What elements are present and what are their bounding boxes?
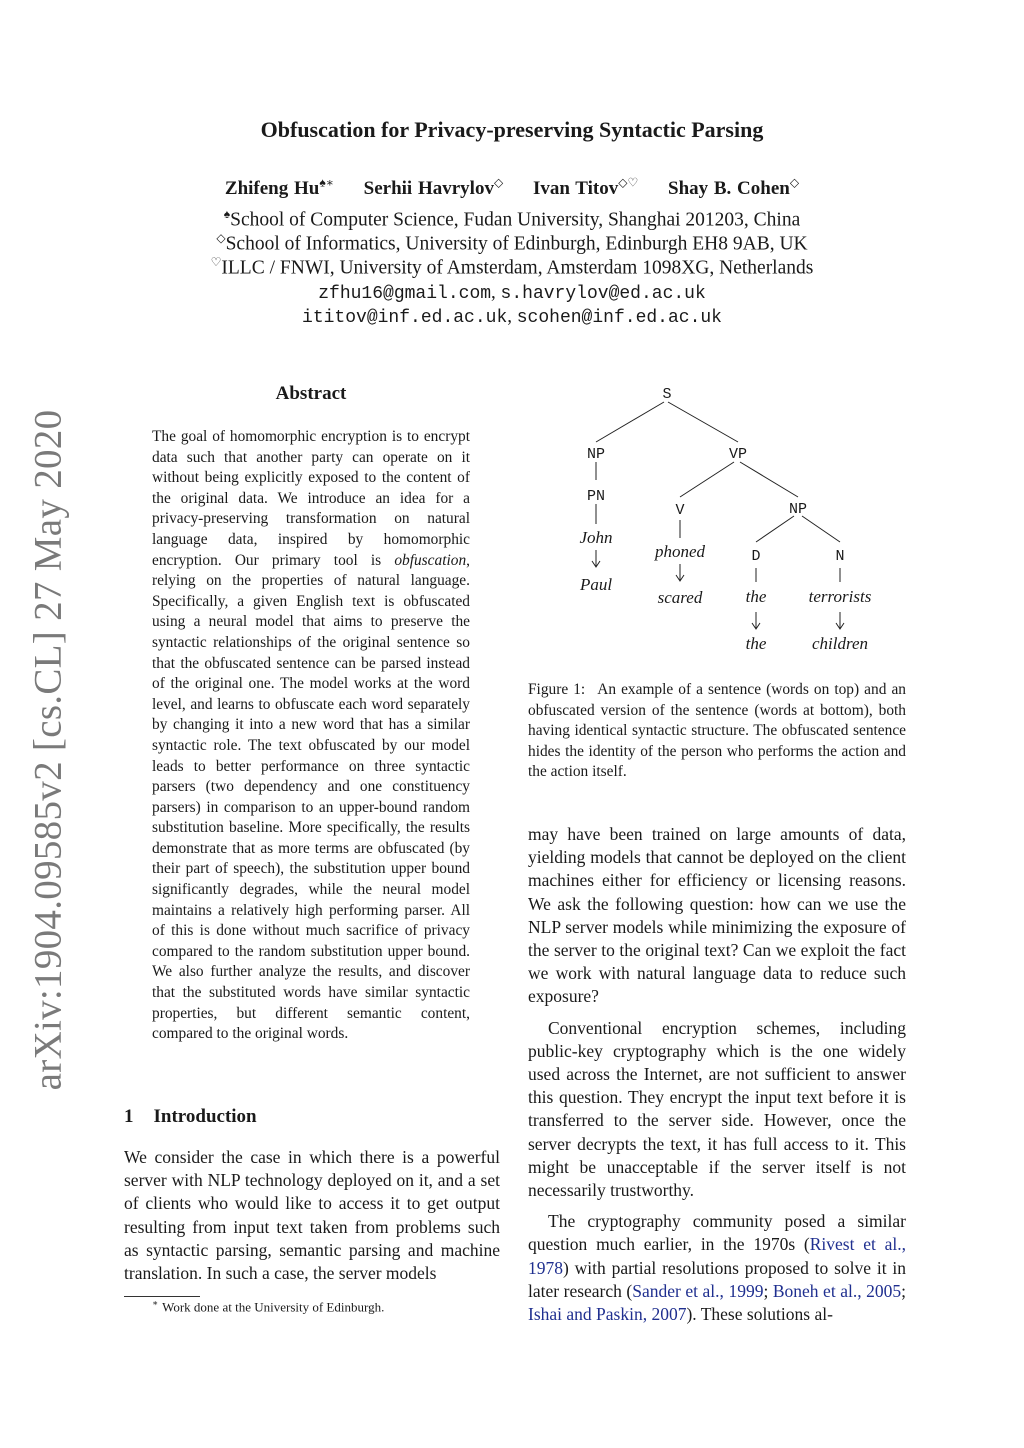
tree-node: PN	[586, 488, 606, 505]
paper-title: Obfuscation for Privacy-preserving Syntactic Parsing	[260, 117, 764, 142]
figure-caption: Figure 1: An example of a sentence (words on top) and an obfuscated version of the sentence (words at bottom), both having identical syntactic structure. The obfuscated sentence hides the identity of the person who performs the action and the action itself.	[528, 681, 906, 781]
email-line: zfhu16@gmail.com, s.havrylov@ed.ac.uk	[318, 282, 706, 304]
obfuscated-word: the	[745, 634, 767, 653]
author: Shay B. Cohen◇	[668, 176, 800, 200]
arxiv-sidebar	[26, 409, 70, 1091]
email-link[interactable]: zfhu16@gmail.com	[318, 284, 492, 304]
original-word: terrorists	[808, 587, 872, 606]
paragraph: Conventional encryption schemes, including public-key cryptography which is the one widely used across the Internet, are not sufficient to answer this question. They encrypt the input text before it is transferred to the server side. However, once the server decrypts the text, it has full access to it. This might be unacceptable if the server itself is not necessarily trustworthy.	[528, 1017, 906, 1201]
author: Serhii Havrylov◇	[363, 176, 504, 200]
parse-tree-figure	[528, 380, 908, 670]
citation-link[interactable]: Sander et al., 1999	[632, 1280, 764, 1301]
abstract-heading: Abstract	[275, 383, 347, 404]
footnote: ∗ Work done at the University of Edinburgh.	[152, 1298, 385, 1315]
abstract-text: The goal of homomorphic encryption is to encrypt data such that another party can operate on it without being explicitly exposed to the content of the original data. We introduce an idea for a privacy-preserving transformation on natural language data, inspired by homomorphic encryption. Our primary tool is obfuscation, relying on the properties of natural language. Specifically, a given English text is obfuscated using a neural model that aims to preserve the syntactic relationships of the original sentence so that the obfuscated sentence can be parsed instead of the original one. The model works at the word level, and learns to obfuscate each word separately by changing it into a new word that has a similar syntactic role. The text obfuscated by our model leads to better performance on three syntactic parsers (two dependency and one constituency parsers) in comparison to an upper-bound random substitution baseline. More specifically, the results demonstrate that as more terms are obfuscated (by their part of speech), the substitution upper bound significantly degrades, while the neural model maintains a relatively high performing parser. All of this is done without much sacrifice of privacy compared to the random substitution upper bound. We also further analyze the results, and discover that the substituted words have similar syntactic properties, but different semantic content, compared to the original words.	[152, 428, 470, 1043]
tree-node: VP	[728, 446, 748, 463]
section-heading: 1 Introduction	[124, 1106, 257, 1127]
affiliation: ♠School of Computer Science, Fudan University, Shanghai 201203, China	[223, 207, 801, 231]
introduction-text: We consider the case in which there is a powerful server with NLP technology deployed on it, and a set of clients who would like to access it to get output resulting from input text taken from problems such as syntactic parsing, semantic parsing and machine translation. In such a case, the server models	[124, 1147, 500, 1284]
citation-link[interactable]: Boneh et al., 2005	[772, 1280, 902, 1301]
email-line: ititov@inf.ed.ac.uk, scohen@inf.ed.ac.uk	[302, 306, 722, 328]
tree-node: D	[751, 548, 761, 565]
email-link[interactable]: ititov@inf.ed.ac.uk	[302, 308, 508, 328]
tree-edge	[756, 516, 794, 542]
tree-edge	[668, 402, 738, 442]
tree-node: N	[835, 548, 845, 565]
citation-link[interactable]: Rivest et al., 1978	[528, 1234, 907, 1278]
arxiv-identifier: arXiv:1904.09585v2 [cs.CL] 27 May 2020	[26, 409, 70, 1091]
original-word: the	[745, 587, 767, 606]
tree-node: NP	[788, 501, 808, 518]
tree-edge	[596, 402, 664, 442]
author: Zhifeng Hu♠∗	[224, 176, 334, 200]
citation-link[interactable]: Ishai and Paskin, 2007	[528, 1304, 687, 1325]
email-link[interactable]: scohen@inf.ed.ac.uk	[516, 308, 722, 328]
paragraph: may have been trained on large amounts of data, yielding models that cannot be deployed on the client machines either for efficiency or licensing reasons. We ask the following question: how can we use the NLP server models while minimizing the exposure of the server to the original text? Can we exploit the fact we work with natural language data to reduce such exposure?	[528, 824, 906, 1007]
obfuscated-word: Paul	[579, 575, 613, 594]
author-list	[0, 176, 1024, 200]
affiliation: ◇School of Informatics, University of Edinburgh, Edinburgh EH8 9AB, UK	[216, 231, 808, 255]
paragraph: The cryptography community posed a similar question much earlier, in the 1970s (Rivest et al., 1978) with partial resolutions proposed to solve it in later research (Sander et al., 1999; Boneh et al., 2005; Ishai and Paskin, 2007). These solutions al-	[528, 1211, 907, 1325]
original-word: John	[579, 528, 613, 547]
tree-edge	[680, 462, 734, 497]
tree-edge	[802, 516, 840, 542]
affiliation: ♡ILLC / FNWI, University of Amsterdam, Amsterdam 1098XG, Netherlands	[210, 255, 814, 279]
footnote-rule	[124, 1296, 200, 1297]
tree-node: NP	[586, 446, 606, 463]
author: Ivan Titov◇♡	[532, 176, 639, 200]
tree-edge	[740, 462, 798, 497]
obfuscated-word: scared	[657, 588, 703, 607]
original-word: phoned	[654, 542, 706, 561]
tree-node: S	[662, 386, 672, 403]
obfuscated-word: children	[811, 634, 869, 653]
right-column-text	[528, 823, 906, 1334]
tree-node: V	[675, 502, 685, 519]
email-link[interactable]: s.havrylov@ed.ac.uk	[500, 284, 706, 304]
